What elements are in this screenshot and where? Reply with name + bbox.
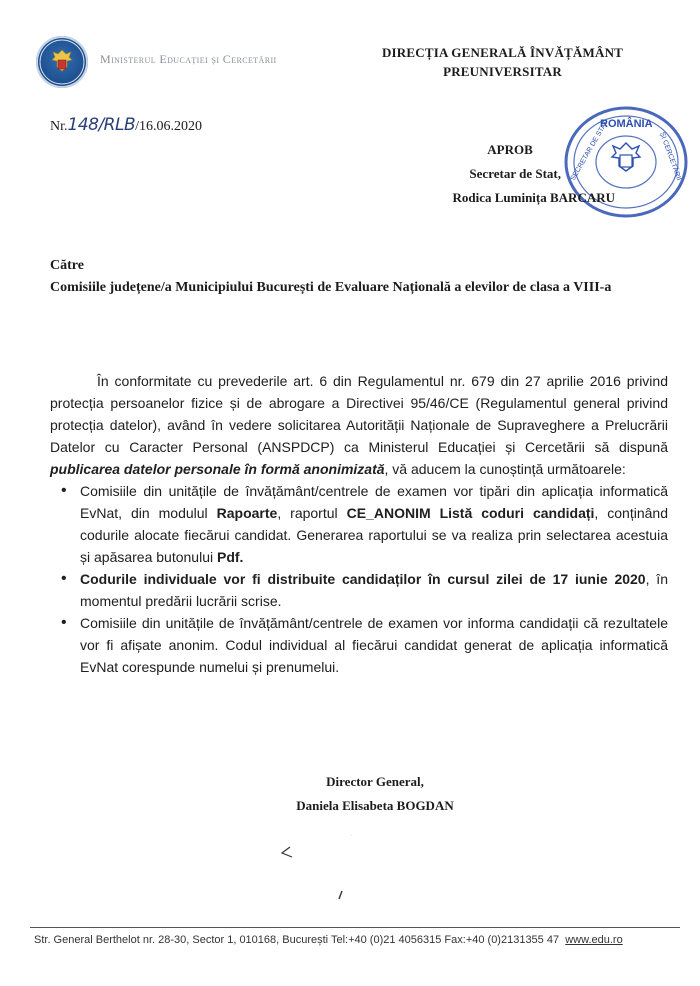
approval-title: APROB [487, 142, 533, 157]
intro-end: , vă aducem la cunoștință următoarele: [384, 461, 626, 477]
bullet2-rest: , în momentul predării lucrării scrise. [80, 571, 668, 609]
government-logo [36, 36, 88, 88]
signature-role: Director General, [326, 774, 424, 789]
bullet1-module: Rapoarte [216, 505, 278, 521]
ministry-name: Ministerul Educației și Cercetării [100, 52, 277, 66]
bullet3-text: Comisiile din unitățile de învățământ/centrele de examen vor informa candidații că rezultatele vor fi afișate anonim. Codul individual al fiecărui candidat generat de aplicația informatică EvNat corespunde numelui și prenumelui. [80, 615, 668, 675]
website-link[interactable]: www.edu.ro [565, 934, 623, 946]
intro-emphasis: publicarea datelor personale în formă anonimizată [50, 461, 385, 477]
approval-name: Rodica Luminița BARCARU [452, 190, 615, 205]
list-item [50, 612, 668, 678]
signature-mark-icon [270, 835, 370, 905]
list-item [50, 568, 668, 612]
bullet1-text-e: , conținând codurile alocate fiecărui candidat. Generarea raportului se va realiza prin selectarea acestuia și apăsarea butonului [80, 505, 668, 565]
recipient-block [50, 255, 660, 299]
bullet1-text-a: Comisiile din unitățile de învățământ/centrele de examen vor tipări din aplicația informatică EvNat, din modulul [80, 483, 668, 521]
salutation: Către [50, 258, 84, 273]
list-item [50, 480, 668, 568]
intro-text: În conformitate cu prevederile art. 6 din Regulamentul nr. 679 din 27 aprilie 2016 privind protecția persoanelor fizice și de abrogare a Directivei 95/46/CE (Regulamentul general privind protecția datelor), având în vedere solicitarea Autorității Naționale de Supraveghere a Prelucrării Datelor cu Caracter Personal (ANSPDCP) ca Ministerul Educației și Cercetării să dispună [50, 373, 668, 455]
handwritten-number: 148/RLB [67, 115, 136, 135]
coat-of-arms-icon [36, 36, 88, 88]
instructions-list [50, 480, 668, 678]
registration-prefix: Nr. [50, 119, 68, 134]
bullet1-button: Pdf. [217, 549, 244, 565]
bullet1-text-c: , raportul [277, 505, 347, 521]
directorate-line2: PREUNIVERSITAR [443, 64, 562, 79]
svg-text:ROMÂNIA: ROMÂNIA [600, 118, 653, 130]
intro-paragraph [50, 370, 668, 480]
registration-date: /16.06.2020 [135, 119, 203, 134]
registration-number [50, 115, 202, 135]
signature-block [240, 770, 510, 818]
footer [34, 934, 684, 946]
bullet1-report: CE_ANONIM Listă coduri candidați [346, 505, 595, 521]
footer-address: Str. General Berthelot nr. 28-30, Sector 1, 010168, București Tel:+40 (0)21 4056315 Fax:+40 (0)2131355 47 [34, 934, 560, 946]
svg-text:SECRETAR DE STAT: SECRETAR DE STAT [569, 119, 610, 182]
svg-text:ȘI CERCETĂRII: ȘI CERCETĂRII [658, 131, 683, 182]
addressee: Comisiile județene/a Municipiului București de Evaluare Națională a elevilor de clasa a VIII-a [50, 280, 612, 295]
footer-divider [30, 927, 680, 928]
approval-role: Secretar de Stat, [469, 166, 561, 181]
signature-name: Daniela Elisabeta BOGDAN [296, 798, 454, 813]
directorate-line1: DIRECȚIA GENERALĂ ÎNVĂȚĂMÂNT [381, 45, 624, 60]
letter-body [50, 370, 668, 678]
directorate-name [360, 43, 645, 81]
approval-block [395, 138, 625, 210]
bullet2-bold: Codurile individuale vor fi distribuite candidaților în cursul zilei de 17 iunie 2020 [80, 571, 646, 587]
